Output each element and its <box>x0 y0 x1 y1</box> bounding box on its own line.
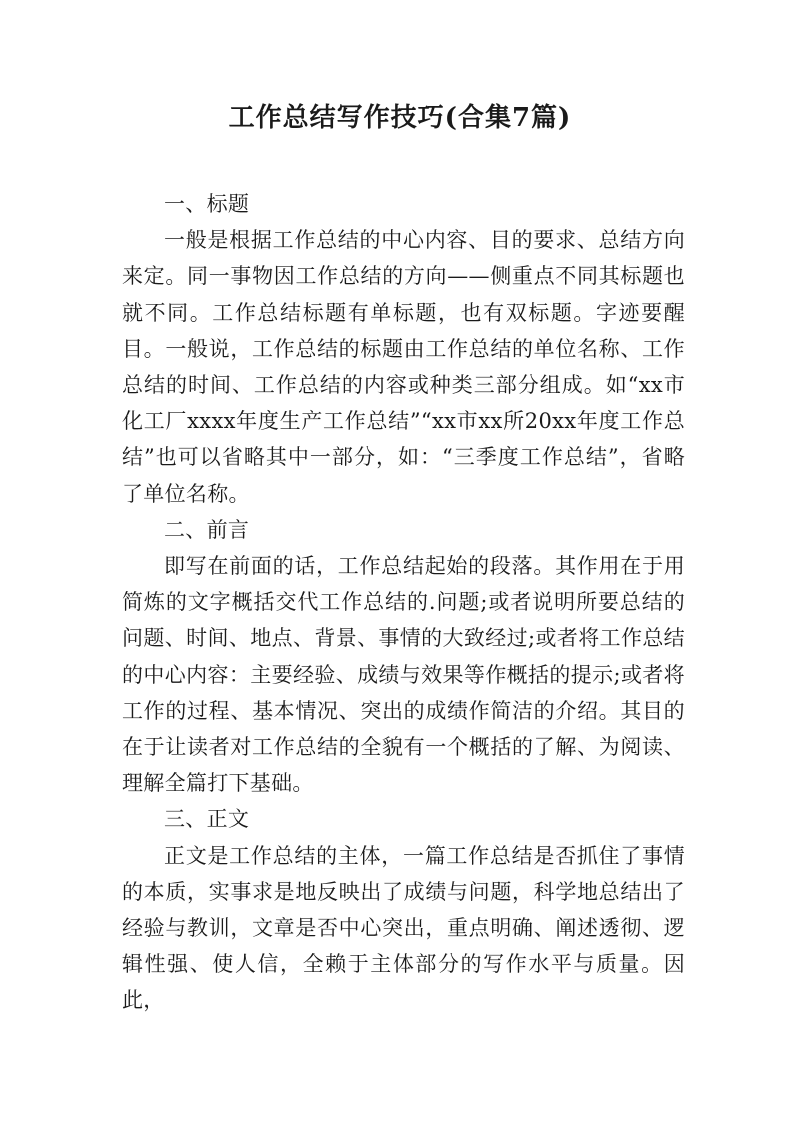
section-heading-title: 一、标题 <box>164 192 250 216</box>
paragraph-title-description: 一般是根据工作总结的中心内容、目的要求、总结方向来定。同一事物因工作总结的方向——侧重点不同其标题也就不同。工作总结标题有单标题，也有双标题。字迹要醒目。一般说，工作总结的标题由工作总结的单位名称、工作总结的时间、工作总结的内容或种类三部分组成。如“xx市化工厂xxxx年度生产工作总结”“xx市xx所20xx年度工作总结”也可以省略其中一部分，如：“三季度工作总结”，省略了单位名称。 <box>122 228 685 506</box>
document-body <box>122 186 685 1019</box>
section-heading-preface: 二、前言 <box>164 517 250 542</box>
paragraph-main-text-description: 正文是工作总结的主体，一篇工作总结是否抓住了事情的本质，实事求是地反映出了成绩与问题，科学地总结出了经验与教训，文章是否中心突出，重点明确、阐述透彻、逻辑性强、使人信，全赖于主体部分的写作水平与质量。因此， <box>122 843 685 1013</box>
section-heading-main-text: 三、正文 <box>164 807 250 832</box>
paragraph-preface-description: 即写在前面的话，工作总结起始的段落。其作用在于用简炼的文字概括交代工作总结的.问题;或者说明所要总结的问题、时间、地点、背景、事情的大致经过;或者将工作总结的中心内容：主要经验、成绩与效果等作概括的提示;或者将工作的过程、基本情况、突出的成绩作简洁的介绍。其目的在于让读者对工作总结的全貌有一个概括的了解、为阅读、理解全篇打下基础。 <box>122 554 685 796</box>
document-title: 工作总结写作技巧(合集7篇) <box>228 103 572 133</box>
